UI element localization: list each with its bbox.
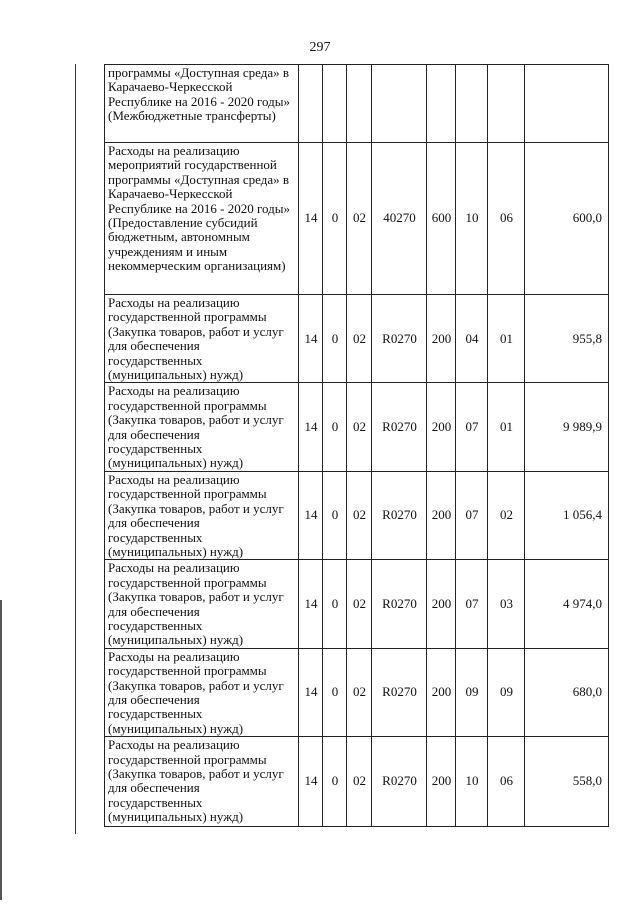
cell-code-2: 0: [323, 295, 347, 383]
cell-code-2: 0: [323, 737, 347, 827]
cell-expense-type: 600: [427, 143, 456, 295]
row-description: Расходы на реализацию государственной программы (Закупка товаров, работ и услуг для обеспечения государственных (муниципальных) нужд): [105, 737, 299, 827]
table-row: [105, 648, 609, 736]
cell-code-3: 02: [347, 295, 372, 383]
page-number: 297: [309, 40, 331, 55]
table-row: [105, 143, 609, 295]
cell-code-2: 0: [323, 383, 347, 471]
cell-amount: 558,0: [525, 737, 609, 827]
cell-code-3: 02: [347, 648, 372, 736]
cell-target-code: [372, 65, 427, 143]
cell-code-3: 02: [347, 737, 372, 827]
cell-section: 07: [456, 383, 488, 471]
row-description: Расходы на реализацию государственной программы (Закупка товаров, работ и услуг для обеспечения государственных (муниципальных) нужд): [105, 648, 299, 736]
table-row: [105, 471, 609, 559]
cell-subsection: 01: [488, 383, 525, 471]
cell-subsection: 09: [488, 648, 525, 736]
cell-code-1: 14: [299, 471, 323, 559]
cell-code-3: 02: [347, 383, 372, 471]
cell-expense-type: 200: [427, 737, 456, 827]
cell-code-1: 14: [299, 295, 323, 383]
cell-expense-type: 200: [427, 295, 456, 383]
cell-code-3: 02: [347, 471, 372, 559]
cell-code-2: 0: [323, 471, 347, 559]
cell-subsection: 01: [488, 295, 525, 383]
cell-section: 07: [456, 560, 488, 648]
cell-code-2: 0: [323, 648, 347, 736]
cell-code-2: 0: [323, 143, 347, 295]
cell-target-code: R0270: [372, 471, 427, 559]
cell-expense-type: 200: [427, 560, 456, 648]
cell-amount: 9 989,9: [525, 383, 609, 471]
row-description: Расходы на реализацию мероприятий государственной программы «Доступная среда» в Карачаево-Черкесской Республике на 2016 - 2020 годы» (Предоставление субсидий бюджетным, автономным учреждениям и иным некоммерческим организациям): [105, 143, 299, 295]
cell-code-1: 14: [299, 383, 323, 471]
table-row: [105, 560, 609, 648]
cell-section: 10: [456, 143, 488, 295]
scan-artifact-line: [0, 600, 2, 900]
cell-target-code: R0270: [372, 648, 427, 736]
cell-subsection: 03: [488, 560, 525, 648]
row-description: программы «Доступная среда» в Карачаево-Черкесской Республике на 2016 - 2020 годы» (Межбюджетные трансферты): [105, 65, 299, 143]
cell-code-2: [323, 65, 347, 143]
cell-code-3: 02: [347, 560, 372, 648]
cell-subsection: 02: [488, 471, 525, 559]
cell-target-code: R0270: [372, 383, 427, 471]
cell-amount: [525, 65, 609, 143]
cell-code-1: 14: [299, 143, 323, 295]
cell-section: 10: [456, 737, 488, 827]
cell-section: 07: [456, 471, 488, 559]
cell-expense-type: [427, 65, 456, 143]
cell-code-3: 02: [347, 143, 372, 295]
cell-code-3: [347, 65, 372, 143]
row-description: Расходы на реализацию государственной программы (Закупка товаров, работ и услуг для обеспечения государственных (муниципальных) нужд): [105, 383, 299, 471]
budget-table: [104, 64, 609, 827]
cell-expense-type: 200: [427, 383, 456, 471]
row-description: Расходы на реализацию государственной программы (Закупка товаров, работ и услуг для обеспечения государственных (муниципальных) нужд): [105, 560, 299, 648]
cell-amount: 1 056,4: [525, 471, 609, 559]
table-row: [105, 737, 609, 827]
cell-section: [456, 65, 488, 143]
cell-code-2: 0: [323, 560, 347, 648]
cell-amount: 955,8: [525, 295, 609, 383]
row-description: Расходы на реализацию государственной программы (Закупка товаров, работ и услуг для обеспечения государственных (муниципальных) нужд): [105, 295, 299, 383]
cell-target-code: R0270: [372, 295, 427, 383]
cell-amount: 600,0: [525, 143, 609, 295]
cell-target-code: 40270: [372, 143, 427, 295]
cell-subsection: [488, 65, 525, 143]
cell-subsection: 06: [488, 737, 525, 827]
table-row: [105, 383, 609, 471]
margin-line: [75, 64, 76, 834]
cell-section: 04: [456, 295, 488, 383]
table-row: [105, 65, 609, 143]
cell-expense-type: 200: [427, 648, 456, 736]
cell-amount: 680,0: [525, 648, 609, 736]
budget-table-body: [105, 65, 609, 827]
cell-code-1: 14: [299, 560, 323, 648]
cell-expense-type: 200: [427, 471, 456, 559]
cell-code-1: 14: [299, 648, 323, 736]
cell-section: 09: [456, 648, 488, 736]
cell-subsection: 06: [488, 143, 525, 295]
cell-code-1: [299, 65, 323, 143]
cell-target-code: R0270: [372, 737, 427, 827]
table-row: [105, 295, 609, 383]
cell-target-code: R0270: [372, 560, 427, 648]
cell-code-1: 14: [299, 737, 323, 827]
row-description: Расходы на реализацию государственной программы (Закупка товаров, работ и услуг для обеспечения государственных (муниципальных) нужд): [105, 471, 299, 559]
cell-amount: 4 974,0: [525, 560, 609, 648]
